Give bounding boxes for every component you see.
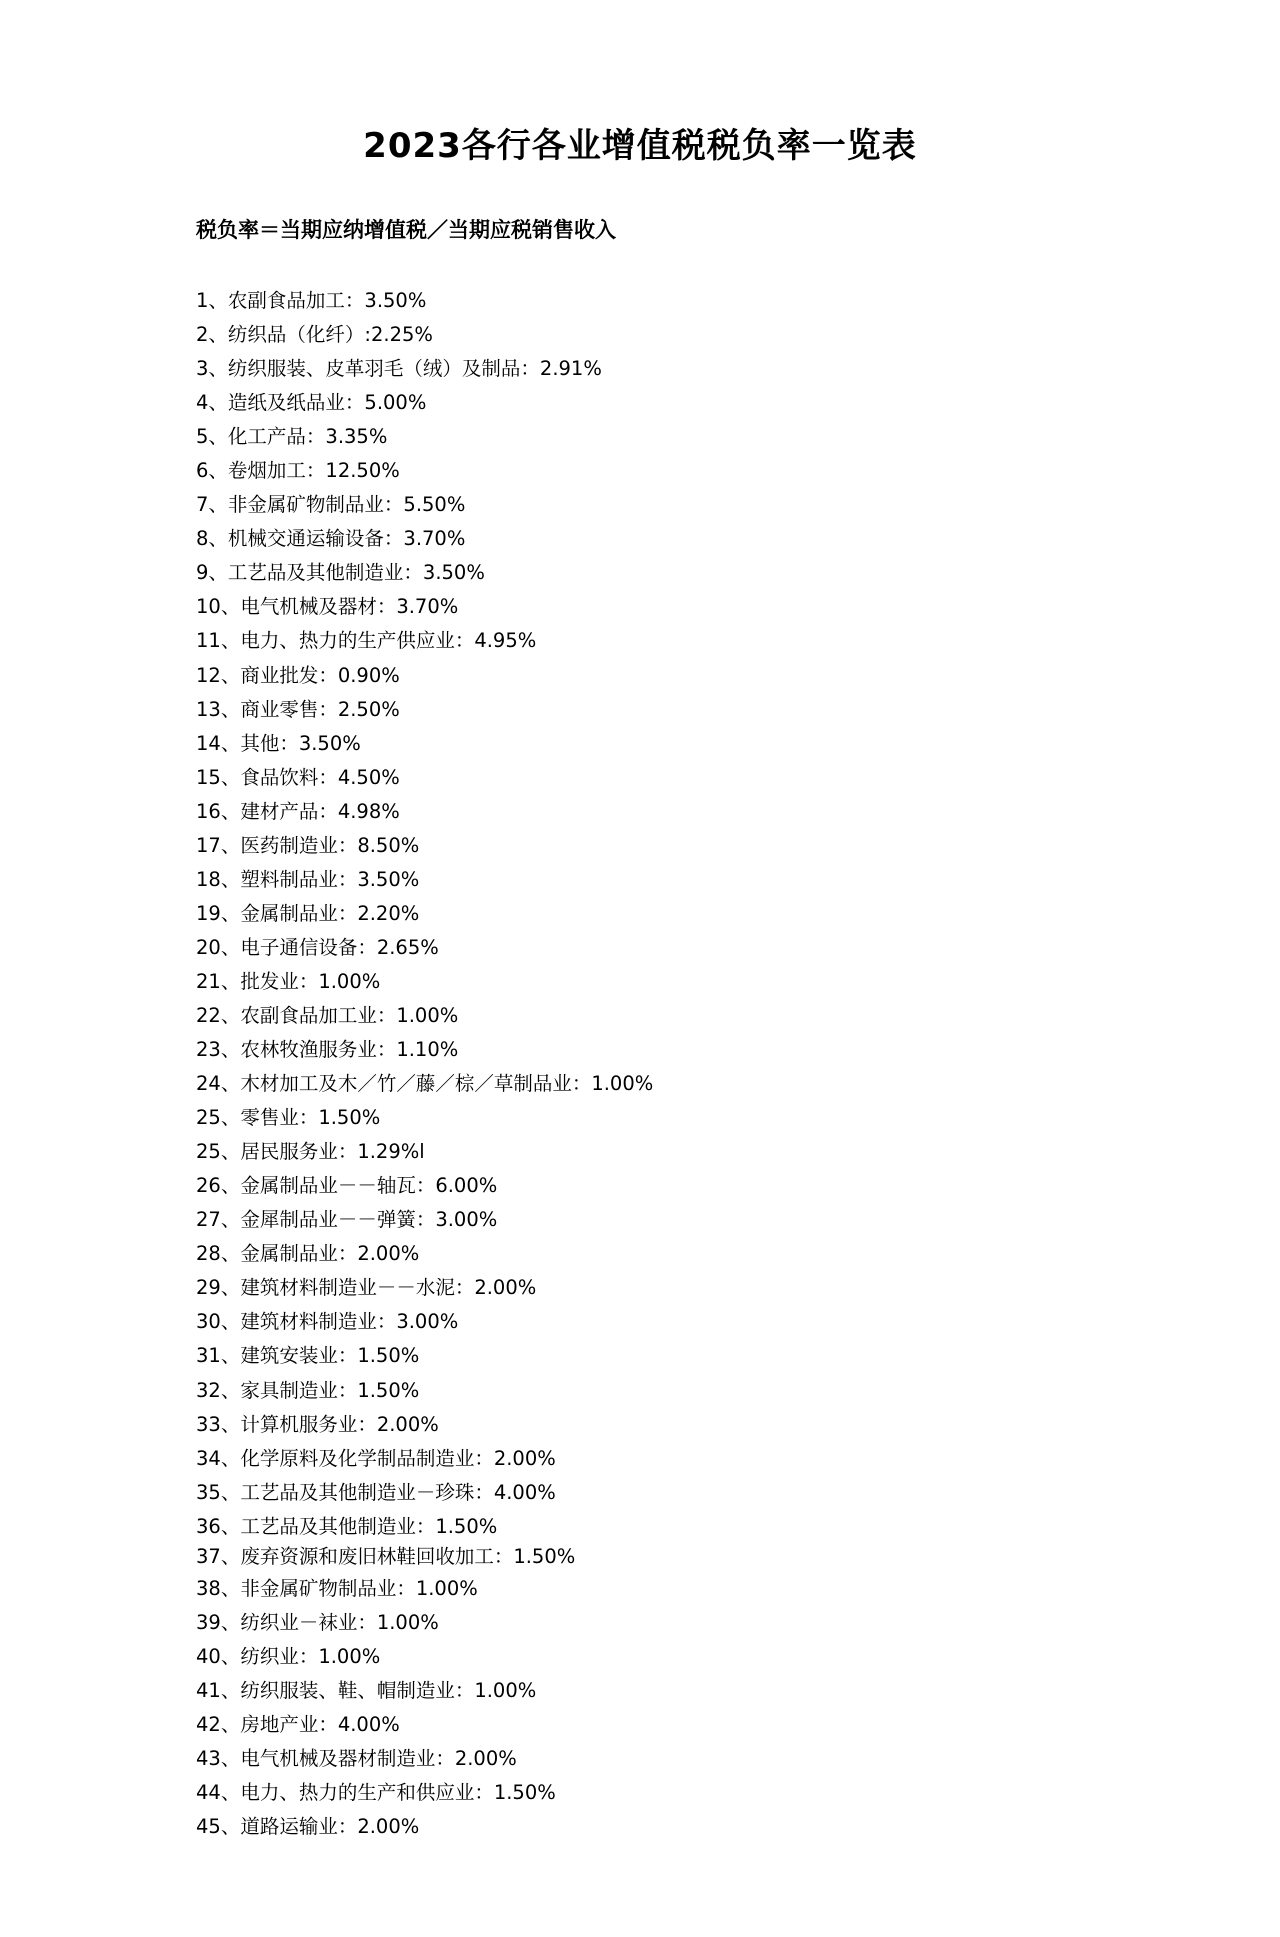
list-item: 43、电气机械及器材制造业：2.00% xyxy=(196,1746,517,1770)
list-item: 19、金属制品业：2.20% xyxy=(196,901,420,925)
list-item: 13、商业零售：2.50% xyxy=(196,697,400,721)
list-item: 3、纺织服装、皮革羽毛（绒）及制品：2.91% xyxy=(196,357,602,381)
list-item: 1、农副食品加工：3.50% xyxy=(196,289,427,312)
list-item: 44、电力、热力的生产和供应业：1.50% xyxy=(196,1781,556,1805)
list-item: 17、医药制造业：8.50% xyxy=(196,833,420,857)
list-item: 38、非金属矿物制品业：1.00% xyxy=(196,1576,478,1600)
list-item: 26、金属制品业－－轴瓦：6.00% xyxy=(196,1174,498,1198)
list-item: 15、食品饮料：4.50% xyxy=(196,765,400,789)
list-item: 28、金属制品业：2.00% xyxy=(196,1242,420,1266)
list-item: 37、废弃资源和废旧林鞋回收加工：1.50% xyxy=(196,1544,576,1568)
list-item: 7、非金属矿物制品业：5.50% xyxy=(196,493,466,517)
list-item: 8、机械交通运输设备：3.70% xyxy=(196,527,466,551)
list-item: 16、建材产品：4.98% xyxy=(196,799,400,823)
list-item: 35、工艺品及其他制造业－珍珠：4.00% xyxy=(196,1480,556,1504)
list-item: 10、电气机械及器材：3.70% xyxy=(196,595,459,619)
list-item: 27、金犀制品业－－弹簧：3.00% xyxy=(196,1208,498,1232)
list-item: 21、批发业：1.00% xyxy=(196,969,381,993)
list-item: 22、农副食品加工业：1.00% xyxy=(196,1003,459,1027)
list-item: 40、纺织业：1.00% xyxy=(196,1644,381,1668)
document-title: 2023各行各业增值税税负率一览表 xyxy=(363,126,917,166)
list-item: 23、农林牧渔服务业：1.10% xyxy=(196,1038,459,1062)
list-item: 2、纺织品（化纤）:2.25% xyxy=(196,323,433,347)
tax-formula: 税负率＝当期应纳增值税／当期应税销售收入 xyxy=(196,218,616,242)
list-item: 42、房地产业：4.00% xyxy=(196,1712,400,1736)
list-item: 18、塑料制品业：3.50% xyxy=(196,867,420,891)
list-item: 9、工艺品及其他制造业：3.50% xyxy=(196,561,485,585)
list-item: 31、建筑安装业：1.50% xyxy=(196,1344,420,1368)
list-item: 41、纺织服装、鞋、帽制造业：1.00% xyxy=(196,1678,537,1702)
list-item: 33、计算机服务业：2.00% xyxy=(196,1412,439,1436)
list-item: 6、卷烟加工：12.50% xyxy=(196,459,400,483)
list-item: 11、电力、热力的生产供应业：4.95% xyxy=(196,629,537,653)
list-item: 20、电子通信设备：2.65% xyxy=(196,935,439,959)
list-item: 4、造纸及纸品业：5.00% xyxy=(196,391,427,415)
list-item: 29、建筑材料制造业－－水泥：2.00% xyxy=(196,1276,537,1300)
list-item: 36、工艺品及其他制造业：1.50% xyxy=(196,1514,498,1538)
list-item: 39、纺织业－袜业：1.00% xyxy=(196,1610,439,1634)
list-item: 24、木材加工及木／竹／藤／棕／草制品业：1.00% xyxy=(196,1072,654,1096)
list-item: 32、家具制造业：1.50% xyxy=(196,1378,420,1402)
list-item: 34、化学原料及化学制品制造业：2.00% xyxy=(196,1446,556,1470)
list-item: 25、零售业：1.50% xyxy=(196,1106,381,1130)
list-item: 25、居民服务业：1.29%l xyxy=(196,1140,425,1164)
list-item: 30、建筑材料制造业：3.00% xyxy=(196,1310,459,1334)
list-item: 45、道路运输业：2.00% xyxy=(196,1815,420,1839)
list-item: 12、商业批发：0.90% xyxy=(196,663,400,687)
list-item: 14、其他：3.50% xyxy=(196,731,361,755)
tax-rate-list xyxy=(196,284,653,1844)
list-item: 5、化工产品：3.35% xyxy=(196,425,388,449)
